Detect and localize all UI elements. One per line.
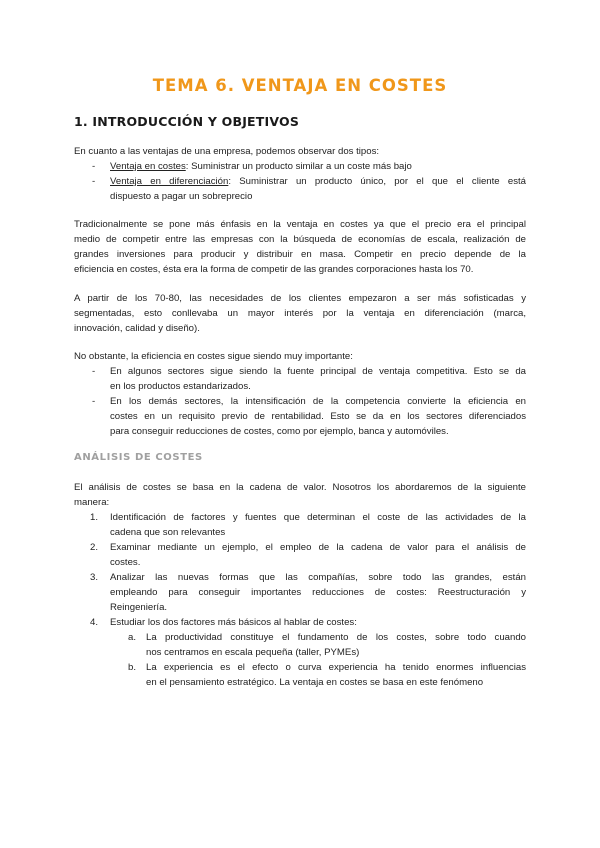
list-item-text bbox=[110, 174, 526, 189]
paragraph-line: innovación, calidad y diseño). bbox=[74, 323, 200, 334]
term-desc: : Suministrar un producto único, por el que el cliente está bbox=[228, 176, 526, 187]
list-item-text: costes en un requisito previo de rentabilidad. Esto se da en los sectores diferenciados bbox=[110, 411, 526, 422]
intro-types-block bbox=[74, 144, 526, 204]
numbered-item bbox=[74, 510, 526, 540]
list-item-type-differentiation bbox=[74, 174, 526, 204]
paragraph-line: medio de competir entre las empresas con la búsqueda de economías de escala, realización de bbox=[74, 234, 526, 245]
paragraph-line: manera: bbox=[74, 497, 110, 508]
importance-block bbox=[74, 349, 526, 439]
list-item-text: costes. bbox=[110, 557, 141, 568]
list-item-text: empleando para conseguir importantes reducciones de costes: Reestructuración y bbox=[110, 587, 526, 598]
list-marker: - bbox=[92, 366, 96, 377]
list-number: 2. bbox=[90, 542, 99, 553]
list-item-text: en los productos estandarizados. bbox=[110, 381, 251, 392]
paragraph-line: El análisis de costes se basa en la cadena de valor. Nosotros los abordaremos de la siguiente bbox=[74, 482, 526, 493]
paragraph-line: A partir de los 70-80, las necesidades de los clientes empezaron a ser más sofisticadas y bbox=[74, 293, 526, 304]
list-marker: - bbox=[92, 161, 96, 172]
paragraph-line: eficiencia en costes, ésta era la forma de competir de las grandes corporaciones hasta los 70. bbox=[74, 264, 474, 275]
sub-item bbox=[74, 630, 526, 660]
list-item-type-costs bbox=[74, 159, 526, 174]
sub-item bbox=[74, 660, 526, 690]
list-marker: - bbox=[92, 396, 96, 407]
paragraph-line: No obstante, la eficiencia en costes sigue siendo muy importante: bbox=[74, 351, 353, 362]
list-number: 1. bbox=[90, 512, 99, 523]
term-ventaja-costes: Ventaja en costes bbox=[110, 161, 186, 172]
list-letter: b. bbox=[128, 662, 137, 673]
list-item-text: cadena que son relevantes bbox=[110, 527, 226, 538]
list-item-text: Estudiar los dos factores más básicos al hablar de costes: bbox=[110, 617, 357, 628]
list-item bbox=[74, 364, 526, 394]
list-letter: a. bbox=[128, 632, 137, 643]
paragraph-traditional bbox=[74, 217, 526, 277]
term-ventaja-diferenciacion: Ventaja en diferenciación bbox=[110, 176, 229, 187]
term-desc: : Suministrar un producto similar a un coste más bajo bbox=[185, 161, 412, 172]
section-heading-analysis: ANÁLISIS DE COSTES bbox=[74, 452, 203, 463]
paragraph-line: grandes inversiones para producir y distribuir en masa. Competir en precio depende de la bbox=[74, 249, 526, 260]
list-item bbox=[74, 394, 526, 439]
numbered-item bbox=[74, 570, 526, 615]
list-number: 3. bbox=[90, 572, 99, 583]
analysis-block bbox=[74, 480, 526, 690]
paragraph-line: Tradicionalmente se pone más énfasis en la ventaja en costes ya que el precio era el principal bbox=[74, 219, 526, 230]
list-item-text: para conseguir reducciones de costes, como por ejemplo, banca y automóviles. bbox=[110, 426, 449, 437]
list-item-text-cont: dispuesto a pagar un sobreprecio bbox=[110, 191, 253, 202]
list-item-text bbox=[110, 159, 526, 174]
list-item-text: Analizar las nuevas formas que las compañías, sobre todo las grandes, están bbox=[110, 572, 526, 583]
list-item-text: Examinar mediante un ejemplo, el empleo de la cadena de valor para el análisis de bbox=[110, 542, 526, 553]
paragraph-70s bbox=[74, 291, 526, 336]
numbered-item bbox=[74, 615, 526, 630]
list-item-text: nos centramos en escala pequeña (taller, PYMEs) bbox=[146, 647, 360, 658]
list-number: 4. bbox=[90, 617, 99, 628]
paragraph-line: segmentadas, esto conllevaba un mayor interés por la ventaja en diferenciación (marca, bbox=[74, 308, 526, 319]
list-item-text: en el pensamiento estratégico. La ventaja en costes se basa en este fenómeno bbox=[146, 677, 484, 688]
document-title: TEMA 6. VENTAJA EN COSTES bbox=[152, 76, 448, 95]
list-item-text: En los demás sectores, la intensificación de la competencia convierte la eficiencia en bbox=[110, 396, 526, 407]
section-heading-intro: 1. INTRODUCCIÓN Y OBJETIVOS bbox=[74, 114, 300, 129]
list-item-text: En algunos sectores sigue siendo la fuente principal de ventaja competitiva. Esto se da bbox=[110, 366, 526, 377]
list-item-text: Identificación de factores y fuentes que determinan el coste de las actividades de la bbox=[110, 512, 526, 523]
list-marker: - bbox=[92, 176, 96, 187]
list-item-text: La productividad constituye el fundamento de los costes, sobre todo cuando bbox=[146, 632, 526, 643]
list-item-text: La experiencia es el efecto o curva experiencia ha tenido enormes influencias bbox=[146, 662, 526, 673]
numbered-item bbox=[74, 540, 526, 570]
list-item-text: Reingeniería. bbox=[110, 602, 168, 613]
intro-lead: En cuanto a las ventajas de una empresa, podemos observar dos tipos: bbox=[74, 146, 380, 157]
